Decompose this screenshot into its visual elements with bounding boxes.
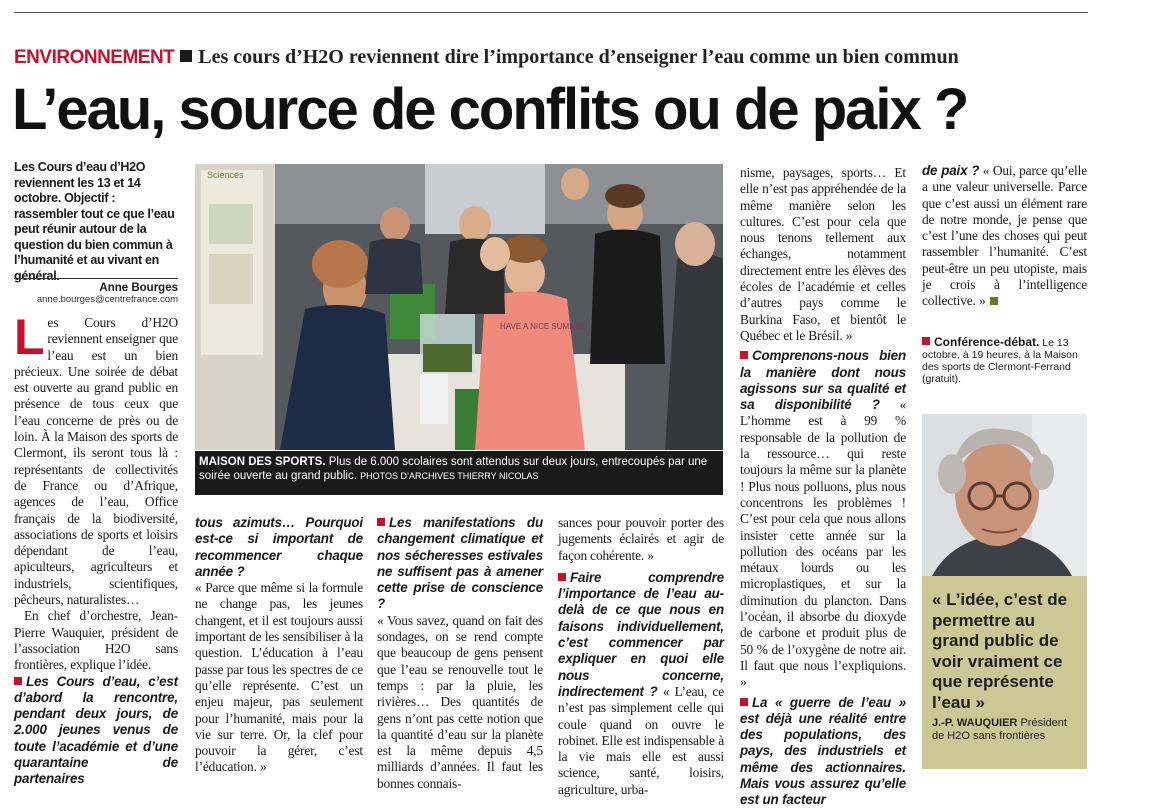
interview-question: tous azimuts… Pourquoi est-ce si important de recommencer chaque année ? [195,515,363,579]
interview-answer: sances pour pouvoir porter des jugements éclairés et agir de façon cohérente. » [558,515,724,563]
interview-question: Faire comprendre l’importance de l’eau au-delà de ce que nous en faisons individuellement, c’est commencer par expliquer en quoi elle nous concerne, indirectement ? [558,569,724,699]
interview-question: de paix ? [922,163,980,178]
caption-text: Plus de 6.000 scolaires sont attendus sur deux jours, entrecoupés par une soirée ouverte au grand public. [199,456,708,482]
article-column-6 [922,163,1087,310]
rubric-label: ENVIRONNEMENT [14,47,175,68]
conference-box [922,336,1087,385]
classroom-photo-illustration [195,164,723,450]
caption-title: MAISON DES SPORTS. [199,456,326,468]
portrait-photo [922,414,1087,576]
question-marker-icon [14,677,22,685]
article-column-4 [558,515,724,798]
interview-answer: « Oui, parce qu’elle a une valeur universelle. Parce que c’est aussi un élément rare de notre monde, je pense que c’est l’une des choses qui peut rassembler l’humanité. C’est peut-être un peu utopiste, mais je crois à l’intelligence collective. » [922,163,1087,309]
question-marker-icon [558,573,566,581]
paragraph: En chef d’orchestre, Jean-Pierre Wauquier, président de l’association H2O sans frontières, explique l’idée. [14,608,178,673]
interview-question: La « guerre de l’eau » est déjà une réalité entre des populations, des pays, des industriels et même des actionnaires. Mais vous assurez qu’elle est un facteur [740,694,906,808]
lead-paragraph: Les Cours d’eau d’H2O reviennent les 13 et 14 octobre. Objectif : rassembler tout ce que l’eau peut réunir autour de la question du bien commun à l’humanité et au vivant en général. [14,160,175,283]
conference-text: Le 13 octobre, à 19 heures, à la Maison des sports de Clermont-Ferrand (gratuit). [922,337,1078,385]
article-photo [195,164,723,450]
author-email: anne.bourges@centrefrance.com [36,294,178,305]
photo-credit: PHOTOS D’ARCHIVES THIERRY NICOLAS [360,471,539,481]
byline [14,278,178,305]
kicker-subtitle: Les cours d’H2O reviennent dire l’importance d’enseigner l’eau comme un bien commun [198,46,959,68]
question-marker-icon [740,698,748,706]
interview-answer: « Vous savez, quand on fait des sondages, on se rend compte que beaucoup de gens pensent que l’eau se renouvelle tout le temps : par la pluie, les rivières… Des quantités de gens n’ont pas cette notion que la quantité d’eau sur la planète est la même depuis 4,5 milliards d’années. Il faut les bonnes connais- [377,612,543,791]
interview-question: Les manifestations du changement climatique et nos sécheresses estivales ne suffisent pas à amener cette prise de conscience ? [377,515,543,612]
interview-answer: nisme, paysages, sports… Et elle n’est pas appréhendée de la même manière selon les cultures. C’est pour cela que nous tenons tellement aux échanges, notamment directement entre les élèves des écoles de l’académie et celles d’autres pays comme le Burkina Faso, et bientôt le Québec et le Brésil. » [740,165,906,343]
quote-author: J.-P. WAUQUIER [932,717,1018,729]
interview-answer: « Parce que même si la formule ne change pas, les jeunes changent, et il est toujours aussi important de les sensibiliser à la question. L’éducation à l’eau passe par tous les spectres de ce qu’elle représente. C’est un enjeu majeur, pas seulement pour l’humanité, mais pour la vie sur terre. Or, la clef pour pouvoir la gérer, c’est l’éducation. » [195,580,363,775]
question-marker-icon [740,351,748,359]
tshirt-text: HAVE A NICE SUMMER [500,322,587,331]
article-column-2 [195,515,363,776]
drop-cap: L [14,309,45,365]
photo-caption [195,451,723,495]
interview-answer: « L’eau, ce n’est pas simplement celle qui coule quand on ouvre le robinet. Elle est indispensable à la vie mais elle est aussi science, santé, loisirs, agriculture, urba- [558,683,724,797]
interview-answer: « L’homme est à 99 % responsable de la pollution de la ressource… qui reste toujours la même sur la planète ! Plus nous polluons, plus nous concentrons les problèmes ! C’est pour cela que nous allons insister cette année sur la pollution des océans par les métaux lourds ou les microplastiques, et sur la diminution du plancton. Dans l’océan, il absorbe du dioxyde de carbone et produit plus de 50 % de l’oxygène de notre air. Il faut que nous l’expliquions. » [740,397,907,690]
interview-question: Comprenons-nous bien la manière dont nous agissons sur sa qualité et sa disponibilité ? [740,348,906,413]
pull-quote-text: « L’idée, c’est de permettre au grand public de voir vraiment ce que représente l’eau » [932,590,1068,712]
paragraph: es Cours d’H2O reviennent enseigner que l’eau est un bien précieux. Une soirée de débat est ouverte au grand public en présence de tous ceux que l’eau concerne de près ou de loin. À la Maison des sports de Clermont, ils seront tous là : représentants de collectivités de France ou d’Afrique, agences de l’eau, Office français de la biodiversité, associations de sports et loisirs dépendant de l’eau, apiculteurs, agriculteurs et industriels, scientifiques, pêcheurs, naturalistes… [14,315,178,608]
panel-label: Sciences [207,170,244,180]
portrait-illustration [922,414,1087,576]
headline: L’eau, source de conflits ou de paix ? [12,77,968,142]
pull-quote-attribution [932,717,1082,743]
top-rule [14,12,1088,13]
pull-quote-box [922,576,1087,769]
end-mark-icon [990,297,998,305]
question-marker-icon [377,518,385,526]
kicker [14,46,959,69]
interview-question: Les Cours d’eau, c’est d’abord la rencontre, pendant deux jours, de 2.000 jeunes venus de toute l’académie et d’une quarantaine de partenaires [14,673,178,787]
article-column-3 [377,515,543,792]
article-column-5 [740,165,906,809]
conference-marker-icon [922,337,930,345]
conference-title: Conférence-débat. [934,335,1040,349]
quote-author-role: Président de H2O sans frontières [932,717,1067,742]
kicker-square-icon [180,50,192,62]
article-column-1 [14,309,178,788]
author-name: Anne Bourges [99,282,178,294]
